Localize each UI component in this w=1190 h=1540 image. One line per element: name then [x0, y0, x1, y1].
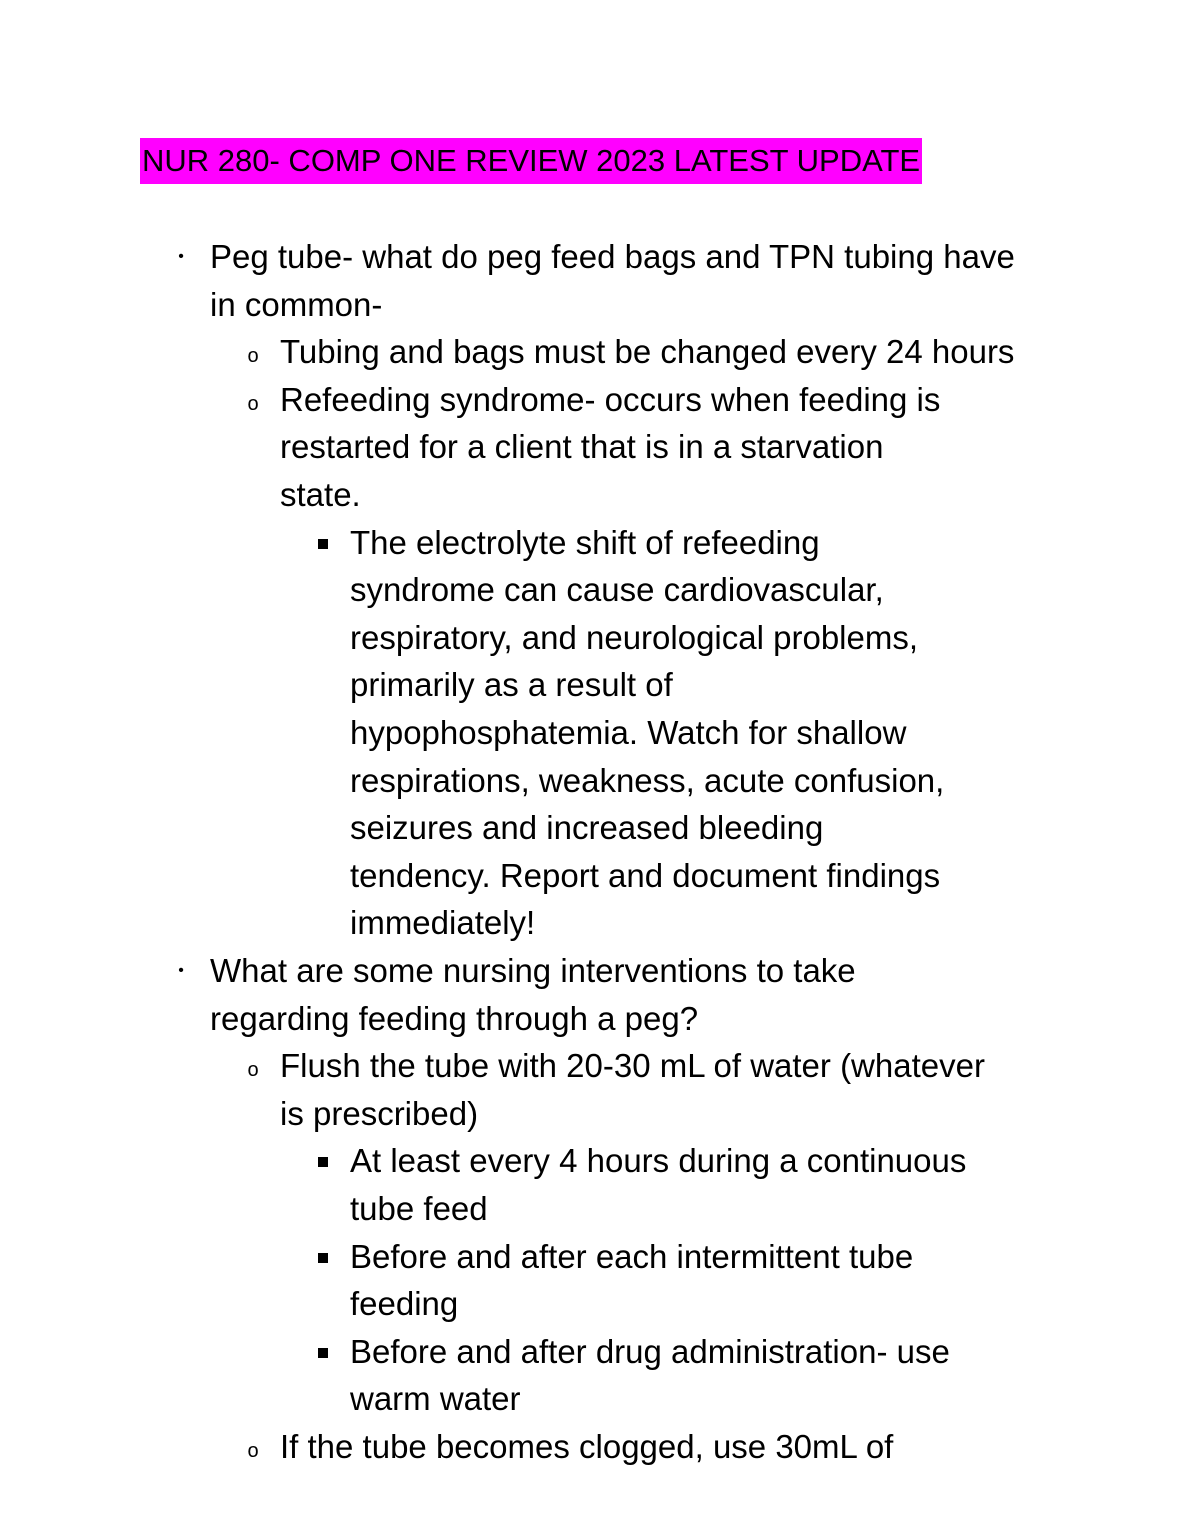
list-item-line: primarily as a result of — [350, 666, 673, 704]
list-item-line: Before and after drug administration- use — [350, 1332, 950, 1370]
list-item-line: seizures and increased bleeding — [350, 809, 824, 847]
level1-bullet-icon: • — [178, 248, 184, 265]
level2-bullet-icon: o — [247, 1059, 259, 1082]
list-item-line: At least every 4 hours during a continuous — [350, 1142, 967, 1180]
level3-bullet-icon — [318, 1137, 328, 1184]
level3-bullet-icon — [318, 1233, 328, 1280]
level3-bullet-icon — [318, 1328, 328, 1375]
list-item-line: in common- — [210, 285, 383, 323]
list-item-line: Peg tube- what do peg feed bags and TPN tubing have — [210, 238, 1015, 275]
list-item-line: syndrome can cause cardiovascular, — [350, 571, 884, 609]
list-item-line: restarted for a client that is in a starvation — [280, 428, 884, 466]
level2-bullet-icon: o — [247, 345, 259, 368]
list-item-line: Tubing and bags must be changed every 24 hours — [280, 333, 1015, 371]
list-item-line: is prescribed) — [280, 1094, 479, 1132]
list-item-line: feeding — [350, 1285, 459, 1323]
list-item-line: Refeeding syndrome- occurs when feeding is — [280, 380, 941, 418]
list-item-line: respirations, weakness, acute confusion, — [350, 761, 945, 799]
level1-bullet-icon: • — [178, 962, 184, 979]
list-item-line: tendency. Report and document findings — [350, 856, 941, 894]
list-item-line: Flush the tube with 20-30 mL of water (whatever — [280, 1047, 985, 1085]
list-item-line: immediately! — [350, 904, 536, 942]
list-item-line: tube feed — [350, 1190, 488, 1227]
list-item-line: regarding feeding through a peg? — [210, 999, 699, 1037]
list-item-line: hypophosphatemia. Watch for shallow — [350, 714, 907, 751]
list-item-line: state. — [280, 476, 361, 513]
list-item-line: What are some nursing interventions to take — [210, 952, 856, 989]
level3-bullet-icon — [318, 519, 328, 566]
list-item-line: The electrolyte shift of refeeding — [350, 523, 820, 561]
document-title: NUR 280- COMP ONE REVIEW 2023 LATEST UPDATE — [140, 138, 922, 184]
level2-bullet-icon: o — [247, 392, 259, 415]
list-item-line: If the tube becomes clogged, use 30mL of — [280, 1428, 894, 1465]
level2-bullet-icon: o — [247, 1440, 259, 1462]
list-item-line: respiratory, and neurological problems, — [350, 618, 919, 656]
list-item-line: Before and after each intermittent tube — [350, 1237, 914, 1275]
list-item-line: warm water — [350, 1380, 521, 1418]
